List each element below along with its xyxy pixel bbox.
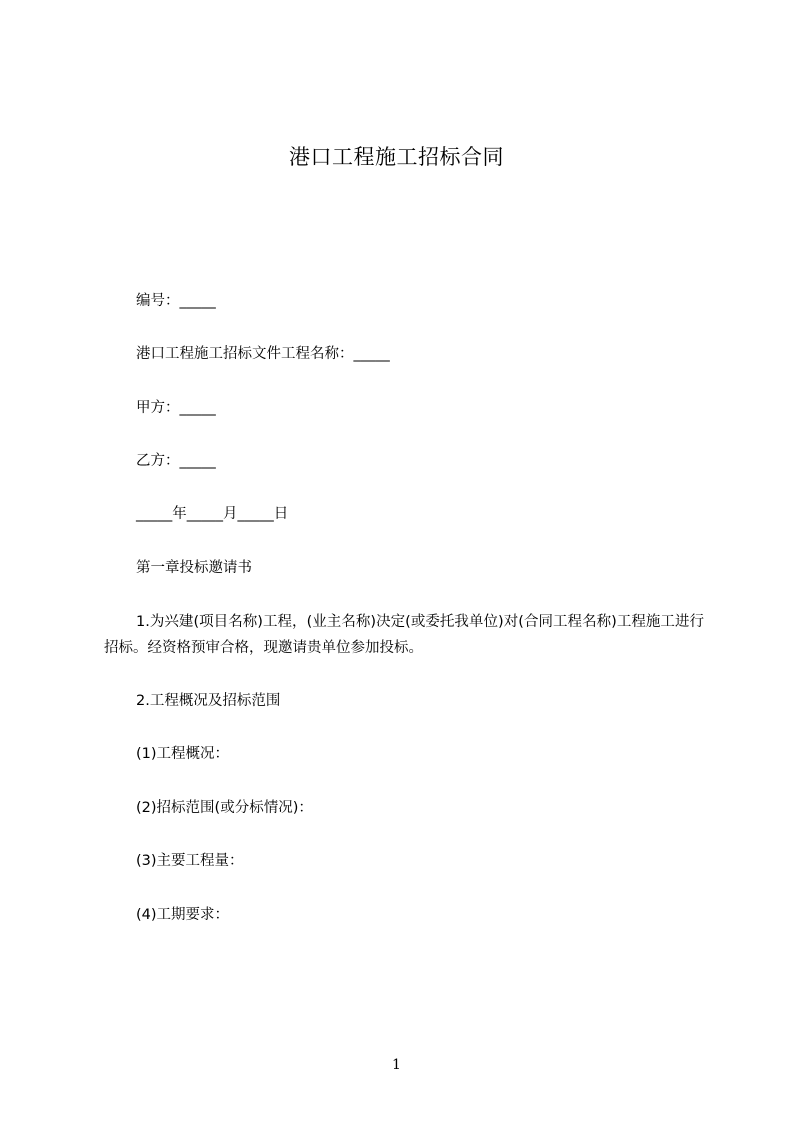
page-number: 1 — [392, 1057, 401, 1073]
party-b-field: 乙方：_____ — [136, 453, 216, 469]
date-field: _____年_____月_____日 — [136, 506, 289, 522]
list-item: (1)工程概况： — [136, 746, 230, 762]
document-title: 港口工程施工招标合同 — [289, 145, 504, 169]
invitation-paragraph: 1.为兴建(项目名称)工程，(业主名称)决定(或委托我单位)对(合同工程名称)工程施工进行招标。经资格预审合格，现邀请贵单位参加投标。 — [104, 614, 704, 656]
chapter-title: 第一章投标邀请书 — [136, 560, 252, 576]
list-item: (3)主要工程量： — [136, 853, 244, 869]
party-a-field: 甲方：_____ — [136, 400, 216, 416]
project-name-field: 港口工程施工招标文件工程名称：_____ — [136, 346, 390, 362]
section-heading: 2.工程概况及招标范围 — [136, 693, 281, 709]
contract-number-field: 编号：_____ — [136, 293, 216, 309]
list-item: (2)招标范围(或分标情况)： — [136, 800, 313, 816]
list-item: (4)工期要求： — [136, 907, 230, 923]
